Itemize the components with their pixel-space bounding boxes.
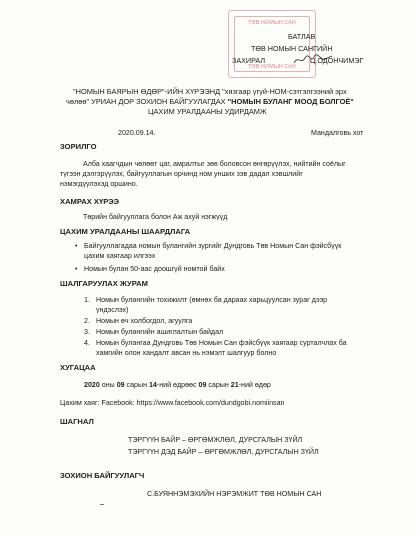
deadline-start-month: 09 [116,381,125,389]
title-line-2-normal: чөлөө" УРИАН ДОР ЗОХИОН БАЙГУУЛАГДАХ [66,97,228,106]
criteria-item-2-text: Номын өч холбогдол, агуулга [96,317,193,325]
deadline-year: 2020 [84,381,100,389]
title-line-2 [66,97,354,107]
goal-text-line-3: нэмэгдүүлэхэд оршино. [60,180,138,188]
prize-second-place: ТЭРГҮҮН ДЭД БАЙР – ӨРГӨМЖЛӨЛ, ДУРСГАЛЫН ЗҮЙЛ [128,448,319,456]
deadline-end-month: 09 [198,381,207,389]
criteria-item-3 [84,327,224,337]
goal-text-line-1: Алба хаагчдын чөлөөт цаг, амралтыг зөв боловсон өнгөрүүлэх, нийтийн соёлыг [83,160,346,168]
requirement-item-1-line-1: • Байгууллагадаа номын булангийн зургийг Дундговь Төв Номын Сан фэйсбүүк [84,241,341,251]
scope-text: Төрийн байгууллага болон Аж ахуй нэгжүүд [83,213,228,221]
requirement-item-2: • Номын булан 50-аас доошгүй номтой байх [84,264,225,274]
criteria-heading: ШАЛГАРУУЛАХ ЖУРАМ [60,279,148,288]
deadline-text-part-10: -ний өдөр [238,381,271,389]
deadline-text-part-6: -ний өдрөөс [156,381,199,389]
document-date: 2020.09.14. [118,129,156,137]
title-line-3: ЦАХИМ УРАЛДААНЫ УДИРДАМЖ [148,107,267,116]
requirements-heading: ЦАХИМ УРАЛДААНЫ ШААРДЛАГА [60,227,191,236]
criteria-item-1-number: 1. [84,296,90,304]
criteria-item-1-line-2: үндэслэх) [96,306,129,314]
deadline-text [84,380,271,390]
stamp-bottom-text: ТӨВ НОМЫН САН [248,64,296,70]
criteria-item-1-text: Номын булангийн тохижилт (өмнөх ба дараах харьцуулсан зураг дээр [96,296,328,304]
document-place: Мандалговь хот [311,129,364,137]
goal-heading: ЗОРИЛГО [60,142,97,151]
title-line-2-bold: "НОМЫН БУЛАНГ МООД БОЛГОЁ" [227,97,354,106]
title-line-1: "НОМЫН БАЯРЫН ӨДӨР"-ИЙН ХҮРЭЭНД "хязгаар үгүй-НОМ-сэтгэлгээний эрх [73,87,347,96]
prizes-heading: ШАГНАЛ [60,417,94,426]
criteria-item-2-number: 2. [84,317,90,325]
organizer-heading: ЗОХИОН БАЙГУУЛАГЧ [60,471,145,480]
approval-position: ЗАХИРАЛ [232,56,266,65]
prize-first-place: ТЭРГҮҮН БАЙР – ӨРГӨМЖЛӨЛ, ДУРСГАЛЫН ЗҮЙЛ [128,436,303,444]
facebook-link-line[interactable]: Цахим хаяг: Facebook: https://www.facebook.com/dundgobi.nomiinsan [60,399,285,407]
deadline-start-day: 14 [148,381,157,389]
criteria-item-2 [84,316,193,326]
goal-text-line-2: түгээн дэлгэрүүлэх, байгууллагын орчинд ном унших зэв дадал хэвшлийг [60,170,303,178]
stamp-top-text: ТӨВ НОМЫН САН [248,20,296,26]
organizer-text: С.БУЯННЭМЭХИЙН НЭРЭМЖИТ ТӨВ НОМЫН САН [147,490,322,498]
scope-heading: ХАМРАХ ХҮРЭЭ [60,197,120,206]
deadline-text-part-4: сарын [124,381,149,389]
criteria-item-4-number: 4. [84,339,90,347]
deadline-heading: ХУГАЦАА [60,363,96,372]
approval-title: БАТЛАВ [288,32,316,41]
deadline-text-part-2: оны [99,381,117,389]
approval-org: ТӨВ НОМЫН САНГИЙН [251,44,333,53]
requirement-item-1-line-2: цахим хаягаар илгээх [84,252,156,260]
criteria-item-1-line-1 [84,295,328,305]
criteria-item-4-line-2: хамгийн олон хандалт авсан нь нэмэлт шалгуур болно [96,349,277,357]
criteria-item-3-text: Номын булангийн ашиглалтын байдал [96,328,224,336]
deadline-end-day: 21 [230,381,239,389]
criteria-item-4-line-1 [84,338,347,348]
criteria-item-3-number: 3. [84,328,90,336]
criteria-item-4-text: Номын булангаа Дундговь Төв Номын Сан фэйсбүүк хаягаар сурталчлах ба [96,339,347,347]
deadline-text-part-8: сарын [206,381,231,389]
stray-mark [100,504,104,505]
approval-name: Ц.ОДОНЧИМЭГ [310,56,364,65]
